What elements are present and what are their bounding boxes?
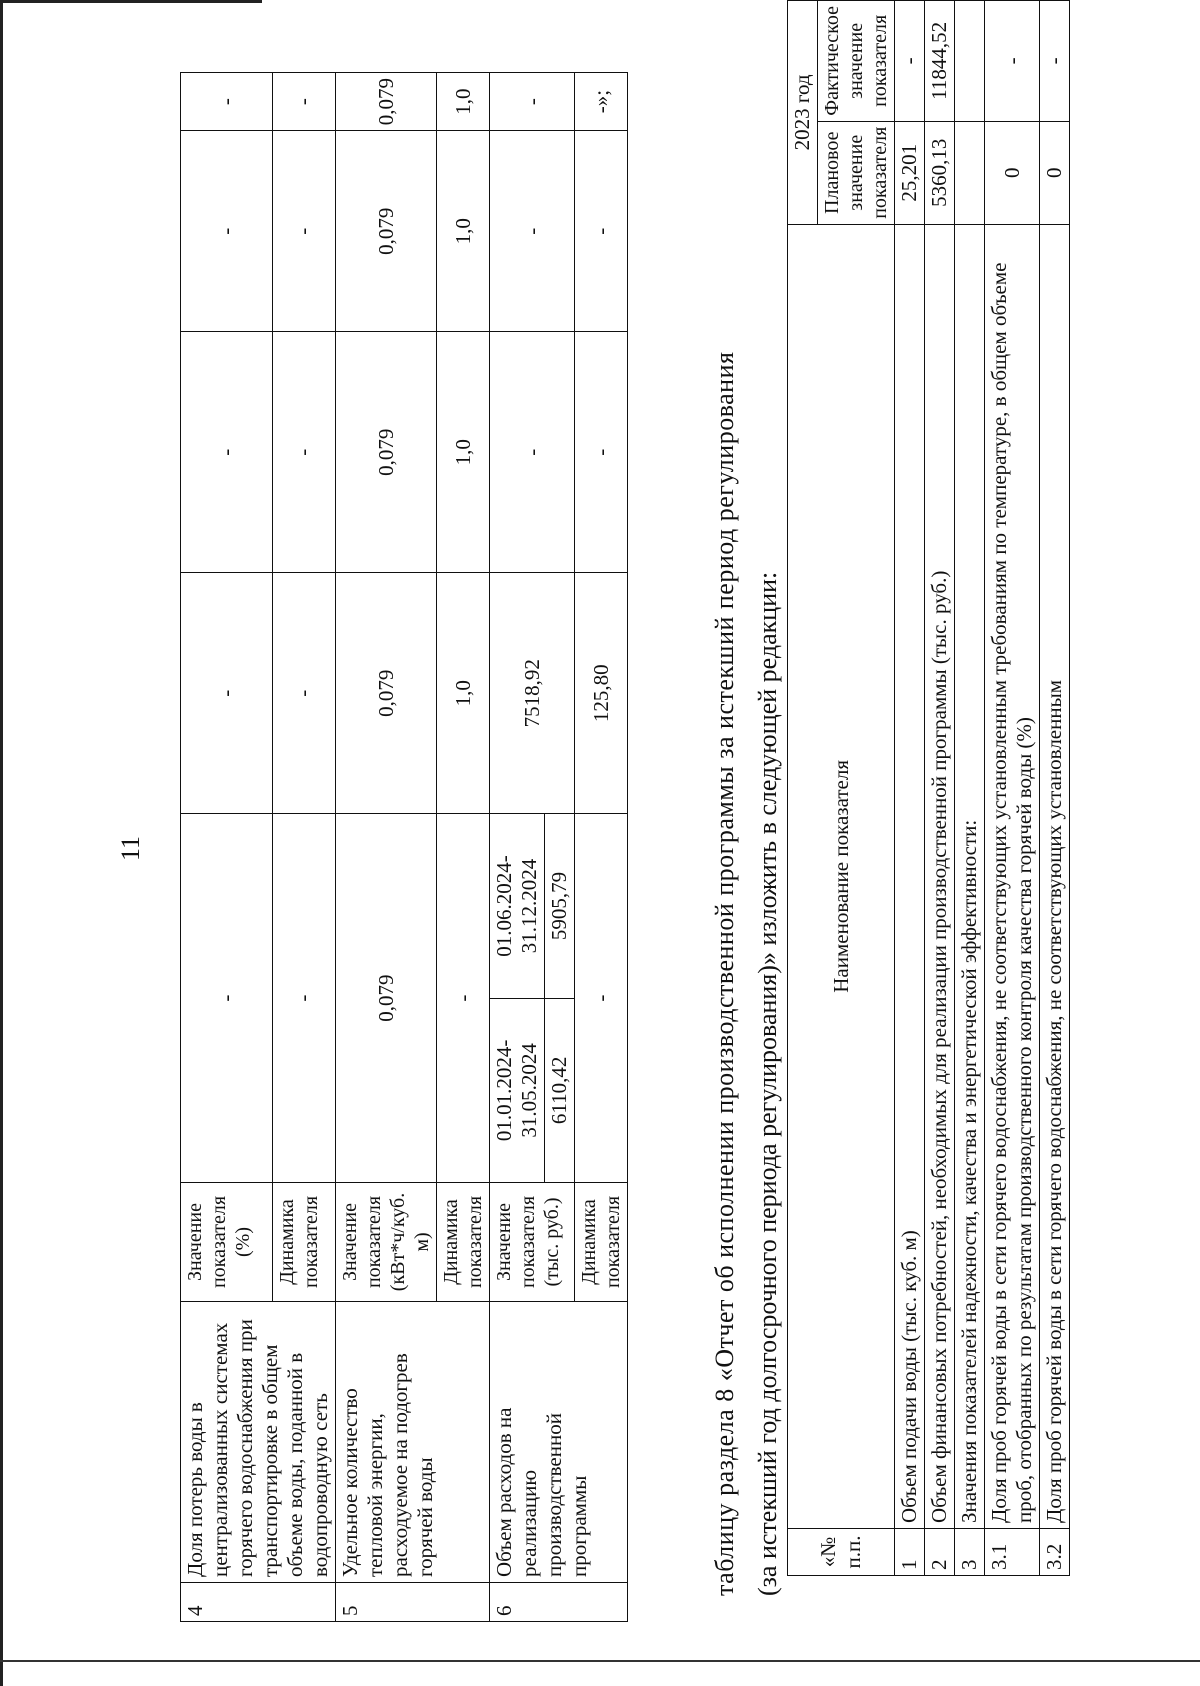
table-row (336, 73, 437, 1622)
table-cell: - (575, 131, 628, 332)
period-cell: 01.01.2024-31.05.2024 (490, 998, 545, 1182)
table-cell: - (272, 814, 335, 1183)
fact-value (955, 1, 985, 122)
period-cell: 01.06.2024-31.12.2024 (490, 814, 545, 998)
col-header-plan: Плановое значение показателя (818, 121, 895, 224)
indicator-name: Удельное количество тепловой энергии, расходуемое на подогрев горячей воды (336, 1302, 490, 1583)
row-number: 6 (490, 1583, 628, 1622)
table-cell: - (490, 131, 575, 332)
indicator-name: Объем финансовых потребностей, необходимых для реализации производственной программы (тыс. руб.) (925, 224, 955, 1528)
table-cell: - (490, 332, 575, 573)
indicator-name: Значения показателей надежности, качества и энергетической эффективности: (955, 224, 985, 1528)
plan-value: 25,201 (895, 121, 925, 224)
row-number: 2 (925, 1529, 955, 1576)
table-cell: - (490, 73, 575, 131)
table-row (1040, 1, 1070, 1576)
col-header-number: «№ п.п. (788, 1529, 895, 1576)
col-header-year: 2023 год (788, 1, 818, 225)
table-cell: - (437, 814, 490, 1183)
table-cell: -»; (575, 73, 628, 131)
row-number: 3.2 (1040, 1529, 1070, 1576)
section-heading-line-2: (за истекший год долгосрочного периода регулирования)» изложить в следующей редакции: (753, 571, 782, 1596)
row-number: 1 (895, 1529, 925, 1576)
table-cell: - (181, 814, 273, 1183)
indicators-table-continued (180, 72, 628, 1622)
table-row (985, 1, 1040, 1576)
table-header-row (788, 1, 818, 1576)
production-program-report-table (787, 0, 1070, 1576)
table-cell: - (181, 73, 273, 131)
plan-value: 0 (1040, 121, 1070, 224)
plan-value: 5360,13 (925, 121, 955, 224)
fact-value: - (1040, 1, 1070, 122)
plan-value (955, 121, 985, 224)
indicator-name: Доля потерь воды в централизованных системах горячего водоснабжения при транспортировке в общем объеме воды, поданной в водопроводную сеть (181, 1302, 336, 1583)
dynamics-label: Динамика показателя (437, 1183, 490, 1302)
table-cell: 0,079 (336, 73, 437, 131)
value-label: Значение показателя (тыс. руб.) (490, 1183, 575, 1302)
col-header-name: Наименование показателя (788, 224, 895, 1528)
table-cell: - (181, 573, 273, 814)
period-value-cell: 5905,79 (545, 814, 575, 998)
table-row (181, 73, 273, 1622)
row-number: 4 (181, 1583, 336, 1622)
table-cell: - (575, 332, 628, 573)
table-cell: - (181, 131, 273, 332)
table-cell: - (272, 332, 335, 573)
table-cell: - (575, 814, 628, 1183)
dynamics-label: Динамика показателя (575, 1183, 628, 1302)
indicator-name: Объем расходов на реализацию производственной программы (490, 1302, 628, 1583)
table-row (925, 1, 955, 1576)
period-value-cell: 6110,42 (545, 998, 575, 1182)
indicator-name: Объем подачи воды (тыс. куб. м) (895, 224, 925, 1528)
table-cell: 1,0 (437, 573, 490, 814)
indicator-name: Доля проб горячей воды в сети горячего водоснабжения, не соответствующих установленным (1040, 224, 1070, 1528)
table-cell: 0,079 (336, 573, 437, 814)
table-cell: 0,079 (336, 131, 437, 332)
row-number: 5 (336, 1583, 490, 1622)
table-row (490, 73, 545, 1622)
table-cell: 1,0 (437, 73, 490, 131)
table-row (895, 1, 925, 1576)
row-number: 3 (955, 1529, 985, 1576)
table-cell: - (272, 573, 335, 814)
table-cell: 0,079 (336, 332, 437, 573)
value-label: Значение показателя (кВт*ч/куб. м) (336, 1183, 437, 1302)
fact-value: - (895, 1, 925, 122)
table-cell: - (181, 332, 273, 573)
dynamics-label: Динамика показателя (272, 1183, 335, 1302)
table-cell: 0,079 (336, 814, 437, 1183)
fact-value: 11844,52 (925, 1, 955, 122)
value-label: Значение показателя (%) (181, 1183, 273, 1302)
table-cell: - (272, 131, 335, 332)
table-cell: 1,0 (437, 131, 490, 332)
col-header-fact: Фактическое значение показателя (818, 1, 895, 122)
indicator-name: Доля проб горячей воды в сети горячего водоснабжения, не соответствующих установленным требованиям по температуре, в общем объеме проб, отобранных по результатам производственного контроля качества горячей воды (%) (985, 224, 1040, 1528)
table-row (955, 1, 985, 1576)
page-number: 11 (116, 835, 145, 861)
section-heading-line-1: таблицу раздела 8 «Отчет об исполнении производственной программы за истекший период регулирования (710, 351, 739, 1596)
table-cell: 7518,92 (490, 573, 575, 814)
fact-value: - (985, 1, 1040, 122)
row-number: 3.1 (985, 1529, 1040, 1576)
table-cell: 125,80 (575, 573, 628, 814)
table-cell: 1,0 (437, 332, 490, 573)
plan-value: 0 (985, 121, 1040, 224)
table-cell: - (272, 73, 335, 131)
